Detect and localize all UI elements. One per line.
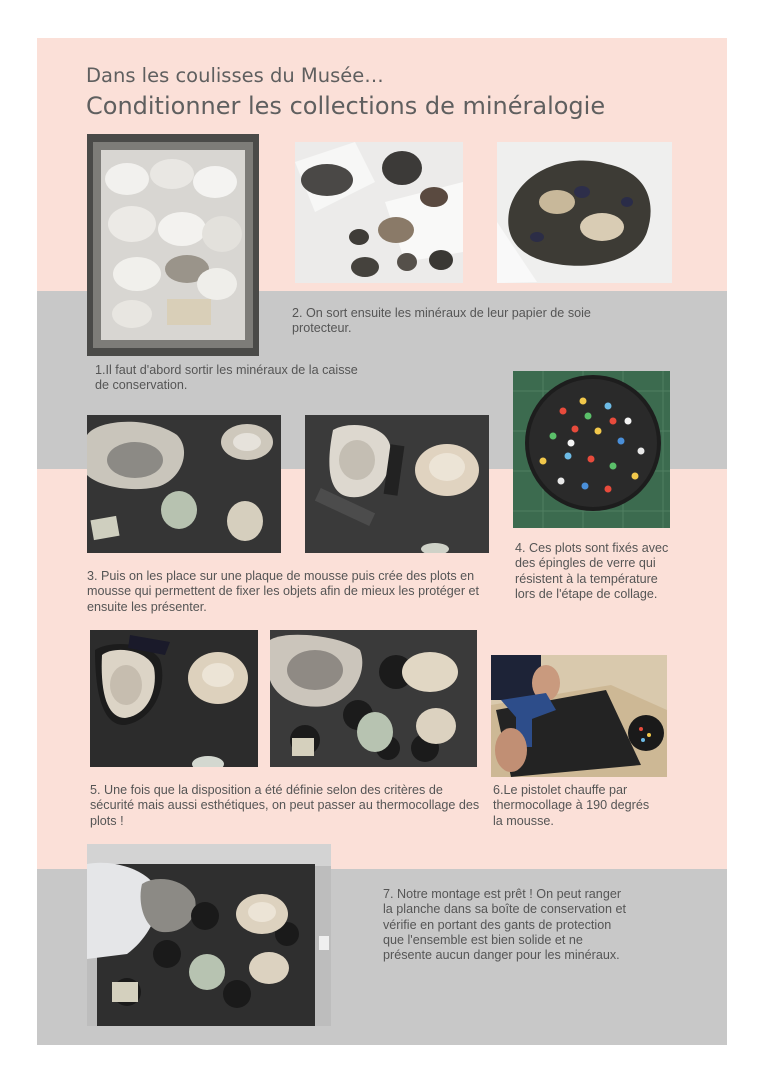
step-2-caption: 2. On sort ensuite les minéraux de leur papier de soie protecteur. — [292, 306, 591, 336]
photo-heat-gun — [491, 655, 667, 777]
poster-subtitle: Dans les coulisses du Musée… — [86, 64, 384, 87]
photo-pinned-plug — [513, 371, 670, 528]
poster-title: Conditionner les collections de minéralogie — [86, 92, 606, 120]
photo-finished-mount — [87, 844, 331, 1026]
step-3-caption: 3. Puis on les place sur une plaque de mousse puis crée des plots en mousse qui permettent de fixer les objets afin de mieux les protéger et ensuite les présenter. — [87, 569, 480, 614]
poster — [37, 38, 727, 1045]
step-1-caption: 1.Il faut d'abord sortir les minéraux de la caisse de conservation. — [95, 363, 358, 393]
photo-layout-plugs — [270, 630, 477, 767]
step-5-caption: 5. Une fois que la disposition a été définie selon des critères de sécurité mais aussi esthétiques, on peut passer au thermocollage des plots ! — [90, 783, 480, 828]
photo-tissue — [295, 142, 463, 283]
photo-crate — [87, 134, 259, 356]
step-4-caption: 4. Ces plots sont fixés avec des épingles de verre qui résistent à la température lors de l'étape de collage. — [515, 541, 669, 601]
photo-foam-holders — [90, 630, 258, 767]
step-7-caption: 7. Notre montage est prêt ! On peut ranger la planche dans sa boîte de conservation et vérifie en portant des gants de protection que l'ensemble est bien solide et ne présente aucun danger pour les minéraux. — [383, 887, 626, 963]
photo-foam-strips — [305, 415, 489, 553]
photo-foam-plate — [87, 415, 281, 553]
photo-large-mineral — [497, 142, 672, 283]
step-6-caption: 6.Le pistolet chauffe par thermocollage à 190 degrés la mousse. — [493, 783, 650, 828]
